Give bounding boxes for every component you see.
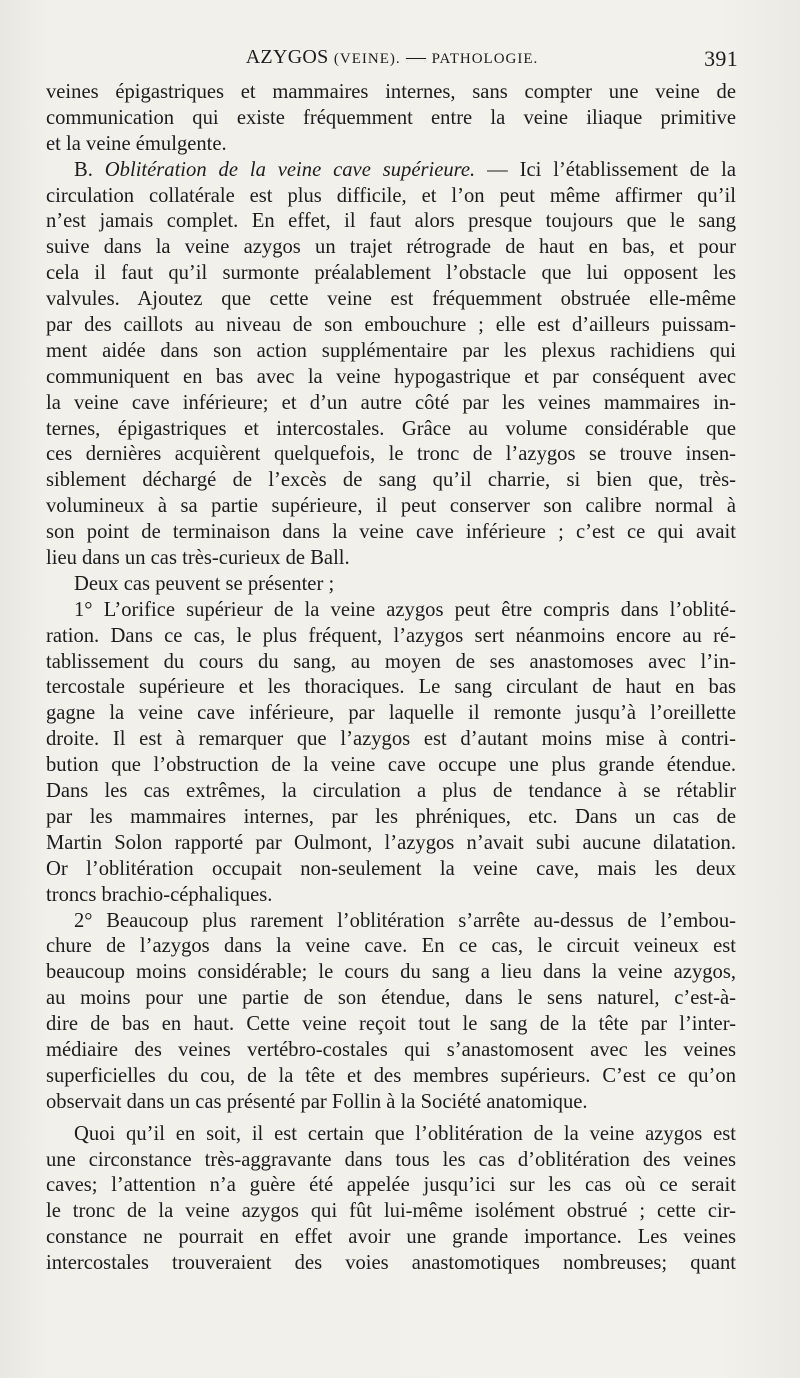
text-line: veines épigastriques et mammaires internes, sans compter une veine de [46, 81, 736, 103]
text-line: droite. Il est à remarquer que l’azygos est d’autant moins mise à contri- [46, 728, 736, 751]
text-line: la veine cave inférieure; et d’un autre côté par les veines mammaires in- [46, 391, 736, 414]
text-line: Or l’oblitération occupait non-seulement la veine cave, mais les deux [46, 857, 736, 880]
text-line: Martin Solon rapporté par Oulmont, l’azygos n’avait subi aucune dilatation. [46, 831, 736, 854]
text-line: tablissement du cours du sang, au moyen de ses anastomoses avec l’in- [46, 650, 736, 673]
body-text [46, 80, 736, 1277]
text-line: ces dernières acquièrent quelquefois, le tronc de l’azygos se trouve insen- [46, 443, 736, 466]
text-line: par les mammaires internes, par les phréniques, etc. Dans un cas de [46, 805, 736, 828]
text-line: tercostale supérieure et les thoraciques. Le sang circulant de haut en bas [46, 676, 736, 699]
text-line: caves; l’attention n’a guère été appelée jusqu’ici sur les cas où ce serait [46, 1174, 736, 1197]
text-line: ternes, épigastriques et intercostales. Grâce au volume considérable que [46, 417, 736, 440]
paragraph-6 [46, 1122, 736, 1277]
text-line: valvules. Ajoutez que cette veine est fréquemment obstruée elle-même [46, 288, 736, 311]
text-line: 1° L’orifice supérieur de la veine azygos peut être compris dans l’oblité- [74, 598, 736, 621]
text-line: constance ne pourrait en effet avoir une grande importance. Les veines [46, 1226, 736, 1249]
title-dash: — [405, 46, 427, 68]
text-line: superficielles du cou, de la tête et des membres supérieurs. C’est ce qu’on [46, 1064, 736, 1087]
text-line: gagne la veine cave inférieure, par laquelle il remonte jusqu’à l’oreillette [46, 702, 736, 725]
page-number: 391 [704, 46, 738, 71]
text-line: ment aidée dans son action supplémentaire par les plexus rachidiens qui [46, 339, 736, 362]
text-run: — Ici l’établissement de la [475, 158, 736, 181]
text-line: au moins pour une partie de son étendue, dans le sens naturel, c’est-à- [46, 987, 736, 1010]
title-paren: (VEINE). [333, 51, 401, 67]
title-section: PATHOLOGIE. [431, 51, 539, 67]
text-line: lieu dans un cas très-curieux de Ball. [46, 547, 350, 570]
section-letter: B. [74, 158, 105, 181]
section-heading: Oblitération de la veine cave supérieure. [104, 158, 476, 181]
text-line: son point de terminaison dans la veine cave inférieure ; c’est ce qui avait [46, 521, 736, 544]
text-line: cela il faut qu’il surmonte préalablement l’obstacle que lui opposent les [46, 262, 736, 285]
text-line: intercostales trouveraient des voies anastomotiques nombreuses; quant [46, 1252, 736, 1275]
text-line: chure de l’azygos dans la veine cave. En ce cas, le circuit veineux est [46, 935, 736, 958]
running-title [46, 46, 738, 69]
title-main: AZYGOS [245, 46, 329, 68]
text-line: Dans les cas extrêmes, la circulation a plus de tendance à se rétablir [46, 780, 736, 803]
text-line: dire de bas en haut. Cette veine reçoit tout le sang de la tête par l’inter- [46, 1013, 736, 1036]
text-line: une circonstance très-aggravante dans tous les cas d’oblitération des veines [46, 1148, 736, 1171]
text-line: médiaire des veines vertébro-costales qui s’anastomosent avec les veines [46, 1038, 736, 1061]
text-line: beaucoup moins considérable; le cours du sang a lieu dans la veine azygos, [46, 961, 736, 984]
text-line: volumineux à sa partie supérieure, il peut conserver son calibre normal à [46, 495, 736, 518]
text-line [46, 158, 736, 184]
paragraph-3 [46, 572, 736, 598]
text-line: et la veine émulgente. [46, 132, 227, 155]
text-line: Quoi qu’il en soit, il est certain que l’oblitération de la veine azygos est [74, 1122, 736, 1145]
text-line: bution que l’obstruction de la veine cave occupe une plus grande étendue. [46, 754, 736, 777]
text-line: communication qui existe fréquemment entre la veine iliaque primitive [46, 106, 736, 129]
text-line: observait dans un cas présenté par Follin à la Société anatomique. [46, 1090, 588, 1113]
paragraph-5 [46, 909, 736, 1116]
text-line: le tronc de la veine azygos qui fût lui-même isolément obstrué ; cette cir- [46, 1200, 736, 1223]
text-line: ration. Dans ce cas, le plus fréquent, l’azygos sert néanmoins encore au ré- [46, 624, 736, 647]
text-line: communiquent en bas avec la veine hypogastrique et par conséquent avec [46, 365, 736, 388]
paragraph-4 [46, 598, 736, 909]
paragraph-2 [46, 158, 736, 572]
running-header [46, 44, 738, 74]
text-line: siblement déchargé de l’excès de sang qu’il charrie, si bien que, très- [46, 469, 736, 492]
text-line: Deux cas peuvent se présenter ; [74, 572, 335, 595]
text-line: n’est jamais complet. En effet, il faut alors presque toujours que le sang [46, 210, 736, 233]
text-line: suive dans la veine azygos un trajet rétrograde de haut en bas, et pour [46, 236, 736, 259]
text-line: circulation collatérale est plus difficile, et l’on peut même affirmer qu’il [46, 184, 736, 207]
text-line: 2° Beaucoup plus rarement l’oblitération s’arrête au-dessus de l’embou- [74, 909, 736, 932]
text-line: troncs brachio-céphaliques. [46, 883, 273, 906]
text-line: par des caillots au niveau de son embouchure ; elle est d’ailleurs puissam- [46, 314, 736, 337]
paragraph-1 [46, 80, 736, 158]
